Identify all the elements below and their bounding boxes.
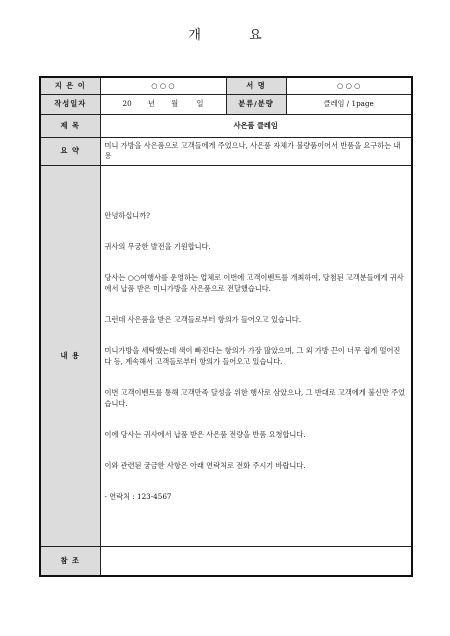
label-writer: 서 명 — [226, 77, 286, 94]
value-receiver[interactable]: ○ ○ ○ — [100, 77, 226, 94]
contact-line: - 연락처 : 123-4567 — [104, 491, 172, 501]
label-date: 작성일자 — [40, 94, 100, 114]
label-receiver: 지 은 이 — [40, 77, 100, 94]
body-paragraph: 안녕하십니까? — [104, 210, 151, 220]
value-category[interactable]: 클레임 / 1page — [286, 94, 412, 114]
value-writer[interactable]: ○ ○ ○ — [286, 77, 412, 94]
value-subject[interactable]: 사은품 클레임 — [100, 114, 412, 137]
date-day-unit: 일 — [196, 99, 204, 108]
value-content[interactable] — [100, 165, 412, 546]
label-content: 내 용 — [40, 165, 100, 546]
label-category: 분류/분량 — [226, 94, 286, 114]
row-content — [40, 165, 412, 546]
body-paragraph: 이번 고객이벤트를 통해 고객만족 달성을 위한 행사로 삼았으나, 그 반대로 고객에게 불신만 주었습니다. — [104, 387, 405, 408]
value-reference[interactable] — [100, 546, 412, 576]
page-title: 개 요 — [188, 28, 284, 43]
date-month-unit: 월 — [171, 99, 179, 108]
body-paragraph: 미니가방을 세탁했는데 색이 빠진다는 항의가 가장 많았으며, 그 외 가방 끈이 너무 쉽게 떨어진다 등, 계속해서 고객들로부터 항의가 들어오고 있습니다. — [104, 345, 401, 366]
date-year: 20 — [122, 99, 132, 108]
row-date — [40, 94, 412, 114]
row-reference — [40, 546, 412, 576]
body-paragraph: 그런데 사은품을 받은 고객들로부터 항의가 들어오고 있습니다. — [104, 314, 302, 324]
body-paragraph: 당사는 ○○여행사를 운영하는 업체로 이번에 고객이벤트를 개최하여, 당첨된 고객분들에게 귀사에서 납품 받은 미니가방을 사은품으로 전달했습니다. — [104, 272, 404, 293]
label-summary: 요 약 — [40, 137, 100, 165]
body-paragraph: 이에 당사는 귀사에서 납품 받은 사은품 전량을 반품 요청합니다. — [104, 429, 306, 439]
row-summary — [40, 137, 412, 165]
row-subject — [40, 114, 412, 137]
label-reference: 참 조 — [40, 546, 100, 576]
value-date[interactable] — [100, 94, 226, 114]
label-subject: 제 목 — [40, 114, 100, 137]
value-summary[interactable]: 미니 가방을 사은품으로 고객들에게 주었으나, 사은품 자체가 불량품이어서 반품을 요구하는 내용 — [100, 137, 412, 165]
row-author — [40, 77, 412, 94]
body-paragraph: 귀사의 무궁한 발전을 기원합니다. — [104, 241, 211, 251]
body-paragraph: 이와 관련된 궁금한 사항은 아래 연락처로 전화 주시기 바랍니다. — [104, 460, 306, 470]
date-year-unit: 년 — [148, 99, 155, 108]
summary-form-table — [39, 76, 413, 577]
